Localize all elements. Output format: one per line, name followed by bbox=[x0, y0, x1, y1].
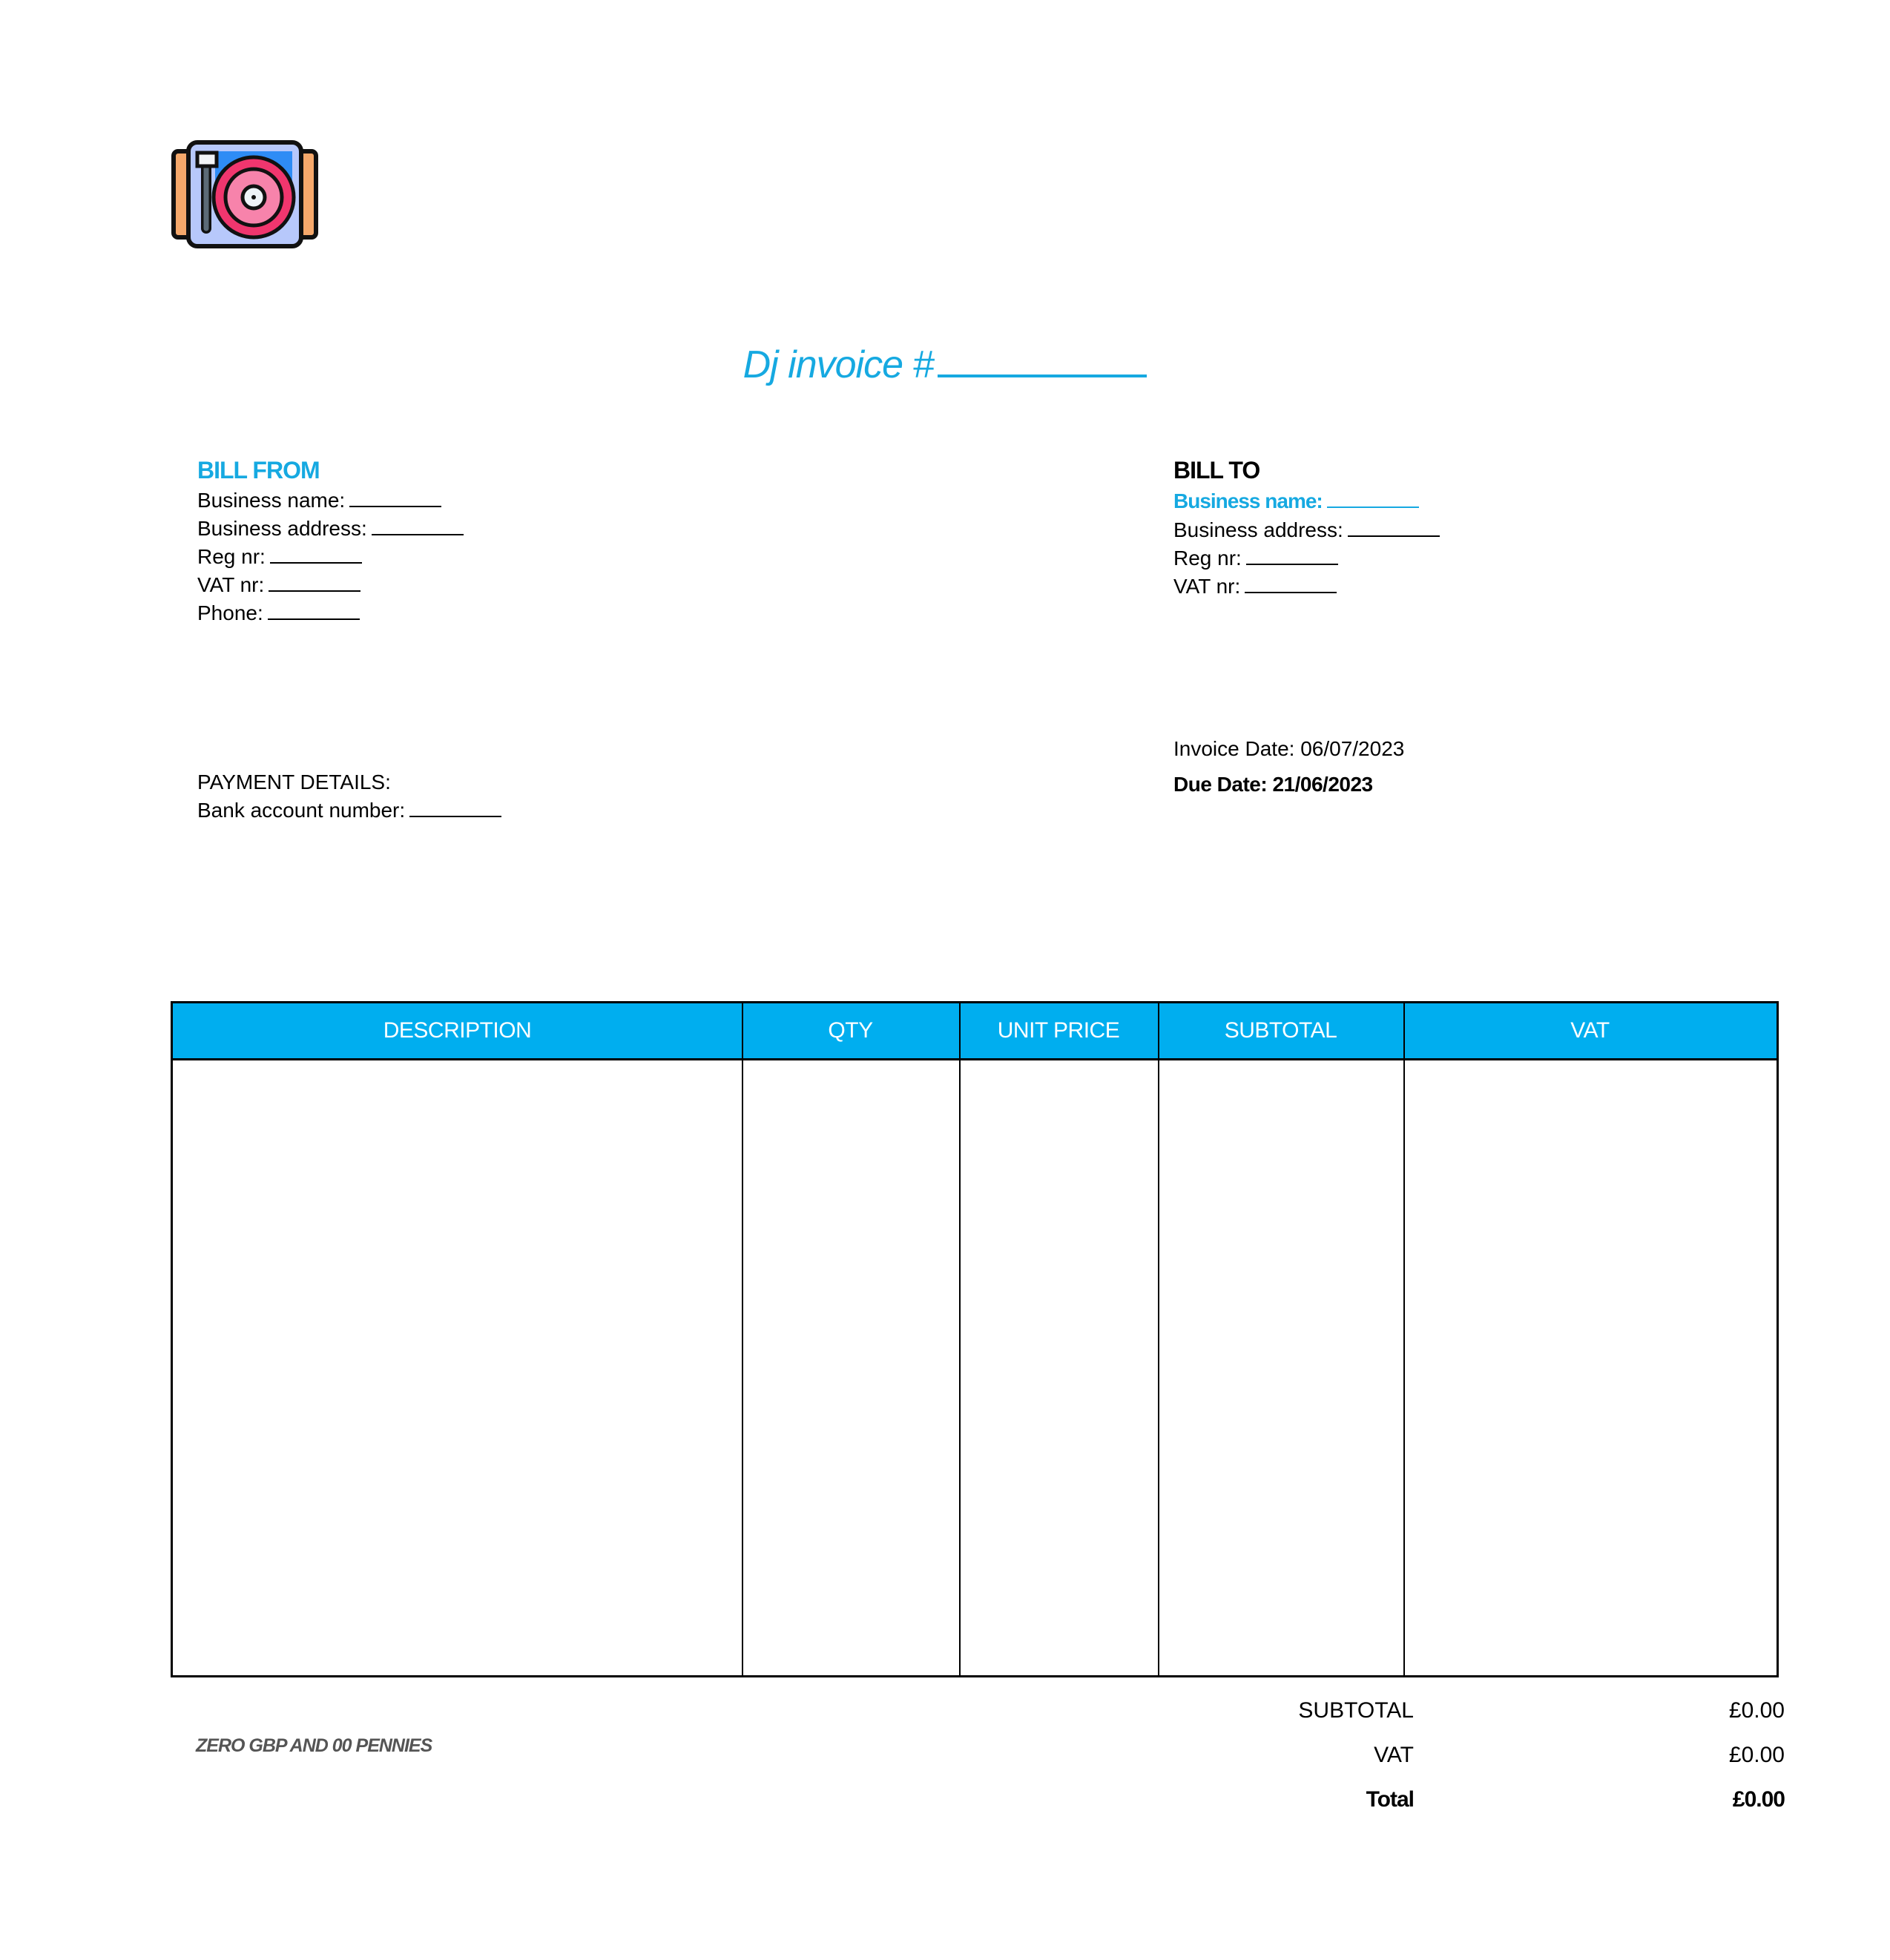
column-divider bbox=[959, 1003, 961, 1675]
turntable-logo-icon bbox=[171, 139, 319, 251]
header-qty: QTY bbox=[828, 1018, 873, 1043]
payment-section bbox=[197, 768, 501, 825]
header-description: DESCRIPTION bbox=[383, 1018, 532, 1043]
field-label: VAT nr: bbox=[1173, 575, 1241, 598]
header-unit-price: UNIT PRICE bbox=[997, 1018, 1120, 1043]
bill-from-heading: BILL FROM bbox=[197, 457, 320, 484]
invoice-date: Invoice Date: 06/07/2023 bbox=[1173, 737, 1405, 760]
column-divider bbox=[742, 1003, 743, 1675]
bank-account-row bbox=[197, 796, 501, 825]
bill-from-vat-nr bbox=[197, 571, 464, 599]
business-name-field[interactable] bbox=[349, 488, 441, 507]
bill-from-reg-nr bbox=[197, 543, 464, 571]
column-divider bbox=[1158, 1003, 1159, 1675]
business-address-field[interactable] bbox=[1348, 518, 1440, 537]
bill-to-business-address bbox=[1173, 516, 1440, 544]
subtotal-label: SUBTOTAL bbox=[1298, 1698, 1414, 1723]
reg-nr-field[interactable] bbox=[1246, 546, 1338, 565]
field-label: Reg nr: bbox=[1173, 547, 1242, 570]
field-label: Business address: bbox=[197, 517, 367, 540]
bill-to-business-name bbox=[1173, 486, 1440, 516]
field-label: Business name: bbox=[197, 489, 346, 512]
business-address-field[interactable] bbox=[372, 516, 464, 535]
total-label: Total bbox=[1366, 1787, 1414, 1812]
total-value: £0.00 bbox=[1732, 1787, 1785, 1812]
subtotal-value: £0.00 bbox=[1728, 1698, 1785, 1723]
invoice-title-text: Dj invoice # bbox=[742, 343, 934, 386]
field-label: VAT nr: bbox=[197, 573, 265, 596]
header-vat: VAT bbox=[1570, 1018, 1610, 1043]
bill-from-business-name bbox=[197, 486, 464, 515]
invoice-title bbox=[0, 343, 1890, 387]
vat-label: VAT bbox=[1374, 1743, 1414, 1767]
field-label: Bank account number: bbox=[197, 799, 406, 822]
bill-from-section bbox=[197, 454, 464, 627]
bill-to-heading: BILL TO bbox=[1173, 457, 1260, 484]
bill-to-vat-nr bbox=[1173, 573, 1440, 601]
amount-in-words: ZERO GBP AND 00 PENNIES bbox=[196, 1735, 432, 1756]
line-items-table bbox=[171, 1001, 1779, 1677]
field-label: Business address: bbox=[1173, 518, 1343, 541]
column-divider bbox=[1403, 1003, 1405, 1675]
dates-section bbox=[1173, 731, 1404, 802]
field-label: Business name: bbox=[1173, 489, 1323, 512]
bill-from-business-address bbox=[197, 515, 464, 543]
phone-field[interactable] bbox=[268, 601, 360, 620]
vat-nr-field[interactable] bbox=[1245, 574, 1337, 593]
field-label: Reg nr: bbox=[197, 545, 266, 568]
business-name-field[interactable] bbox=[1327, 489, 1419, 508]
bill-to-section bbox=[1173, 454, 1440, 601]
vat-nr-field[interactable] bbox=[269, 573, 360, 592]
header-subtotal: SUBTOTAL bbox=[1224, 1018, 1337, 1043]
vat-value: £0.00 bbox=[1728, 1743, 1785, 1767]
due-date: Due Date: 21/06/2023 bbox=[1173, 773, 1373, 796]
bill-to-reg-nr bbox=[1173, 544, 1440, 573]
field-label: Phone: bbox=[197, 601, 263, 624]
invoice-number-field[interactable] bbox=[938, 345, 1147, 377]
reg-nr-field[interactable] bbox=[270, 544, 362, 564]
bank-account-field[interactable] bbox=[409, 798, 501, 817]
payment-heading: PAYMENT DETAILS: bbox=[197, 771, 391, 793]
bill-from-phone bbox=[197, 599, 464, 627]
